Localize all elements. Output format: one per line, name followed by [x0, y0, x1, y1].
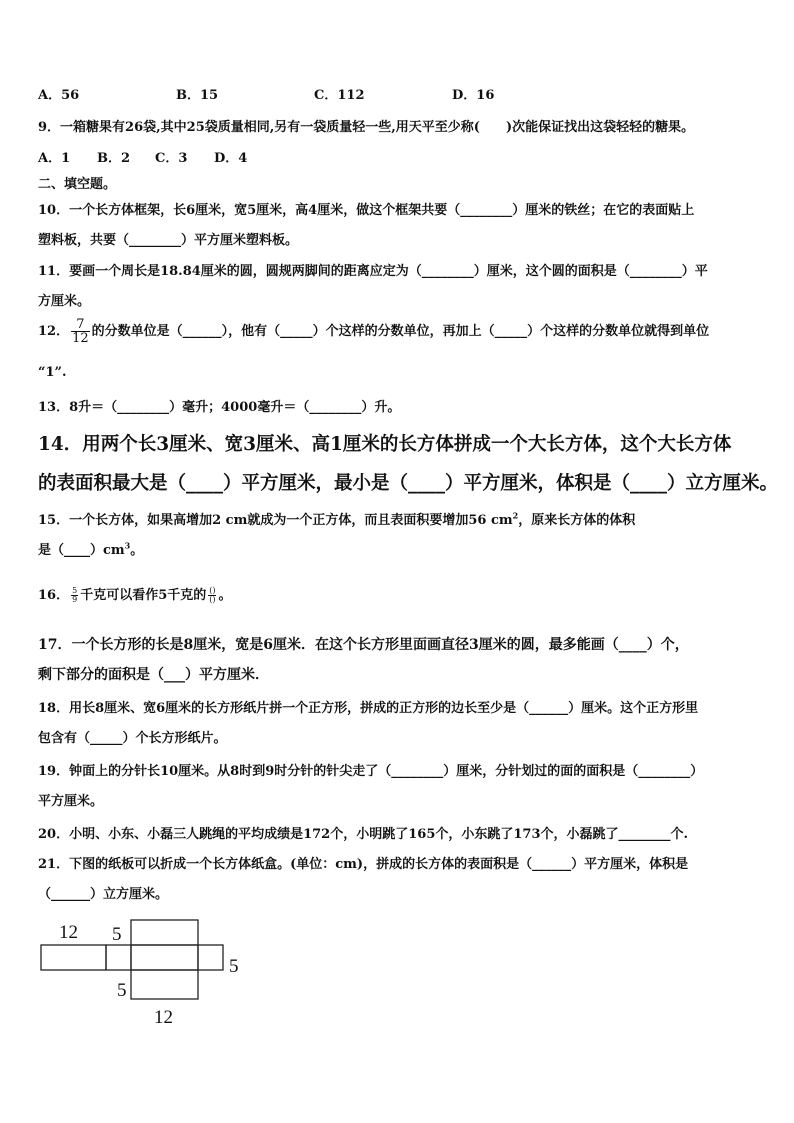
q9-text: 9．一箱糖果有26袋,其中25袋质量相同,另有一袋质量轻一些,用天平至少称( )次能保证找出这袋轻轻的糖果。: [38, 120, 695, 135]
q15-text-b: ，原来长方体的体积: [518, 513, 636, 528]
section-heading: 二、填空题。: [38, 177, 117, 192]
q12-number: 12．: [38, 324, 70, 339]
q16-fraction2: [208, 587, 216, 604]
q15-text-a: 15．一个长方体，如果高增加2 cm就成为一个正方体，而且表面积要增加56 cm: [38, 513, 513, 528]
box-net-diagram: [30, 912, 260, 1032]
q8-option-a: A．56: [38, 88, 80, 103]
q21-line2: （______）立方厘米。: [38, 887, 169, 902]
q9-option-d: D．4: [214, 151, 248, 166]
q16-text: 千克可以看作5千克的: [80, 588, 207, 603]
q15-line1: [38, 509, 635, 528]
q15-line2: [38, 539, 143, 558]
q16-number: 16．: [38, 588, 70, 603]
label-right-5: 5: [229, 956, 239, 977]
net-right-face: [198, 945, 223, 970]
q18-line2: 包含有（_____）个长方形纸片。: [38, 731, 227, 746]
q12-text: 的分数单位是（______），他有（_____）个这样的分数单位，再加上（_____）个这样的分数单位就得到单位: [91, 324, 710, 339]
q8-option-d: D．16: [452, 88, 495, 103]
q21-line1: 21．下图的纸板可以折成一个长方体纸盒。(单位：cm)，拼成的长方体的表面积是（______）平方厘米，体积是: [38, 857, 689, 872]
q15-sup-3: 3: [124, 540, 131, 551]
q17-line1: 17．一个长方形的长是8厘米，宽是6厘米．在这个长方形里面画直径3厘米的圆，最多能画（____）个，: [38, 637, 689, 653]
q11-line2: 方厘米。: [38, 294, 91, 309]
q16-f1-den: 9: [72, 595, 78, 604]
q12-fraction: [71, 318, 90, 345]
q9-option-a: A．1: [38, 151, 71, 166]
q10-line1: 10．一个长方体框架，长6厘米，宽5厘米，高4厘米，做这个框架共要（________）厘米的铁丝；在它的表面贴上: [38, 203, 695, 218]
net-top-face: [131, 920, 198, 945]
q16-end: 。: [218, 588, 232, 603]
q12-fraction-denominator: 12: [72, 331, 89, 346]
label-bottom-12: 12: [154, 1007, 173, 1028]
q16-f1-num: 5: [72, 586, 78, 595]
q16-fraction1: [71, 587, 78, 604]
q12-line1: [38, 318, 709, 345]
q17-line2: 剩下部分的面积是（___）平方厘米．: [38, 667, 269, 683]
q15-sup-2: 2: [512, 510, 519, 521]
q8-option-b: B．15: [176, 88, 219, 103]
label-top-5: 5: [112, 924, 122, 945]
net-bottom-face: [131, 970, 198, 999]
q12-line2: “1”.: [38, 365, 67, 380]
q9-option-b: B．2: [97, 151, 131, 166]
q9-option-c: C．3: [155, 151, 188, 166]
label-top-12: 12: [59, 922, 78, 943]
q16-line: [38, 584, 232, 604]
q20-text: 20．小明、小东、小磊三人跳绳的平均成绩是172个，小明跳了165个，小东跳了173个，小磊跳了________个.: [38, 827, 689, 842]
q11-line1: 11．要画一个周长是18.84厘米的圆，圆规两脚间的距离应定为（________）厘米，这个圆的面积是（________）平: [38, 264, 708, 279]
q18-line1: 18．用长8厘米、宽6厘米的长方形纸片拼一个正方形，拼成的正方形的边长至少是（______）厘米。这个正方形里: [38, 701, 699, 716]
net-side-face-1: [106, 945, 131, 970]
q14-line1: 14．用两个长3厘米、宽3厘米、高1厘米的长方体拼成一个大长方体，这个大长方体: [38, 434, 732, 455]
net-left-face: [41, 945, 106, 970]
q15-text-c: 是（____）cm: [38, 543, 125, 558]
q10-line2: 塑料板，共要（________）平方厘米塑料板。: [38, 233, 299, 248]
q12-fraction-numerator: 7: [71, 318, 90, 332]
q16-f2-den: (): [209, 595, 216, 604]
q19-line2: 平方厘米。: [38, 794, 104, 809]
q13-text: 13．8升＝（________）毫升；4000毫升＝（________）升。: [38, 400, 401, 415]
q14-line2: 的表面积最大是（____）平方厘米，最小是（____）平方厘米，体积是（____）立方厘米。: [38, 473, 779, 494]
q15-text-d: 。: [130, 543, 144, 558]
label-left-5: 5: [117, 980, 127, 1001]
q8-option-c: C．112: [314, 88, 365, 103]
q19-line1: 19．钟面上的分针长10厘米。从8时到9时分针的针尖走了（________）厘米，分针划过的面的面积是（________）: [38, 764, 704, 779]
q16-f2-num: (): [209, 586, 216, 595]
net-center-face: [131, 945, 198, 970]
